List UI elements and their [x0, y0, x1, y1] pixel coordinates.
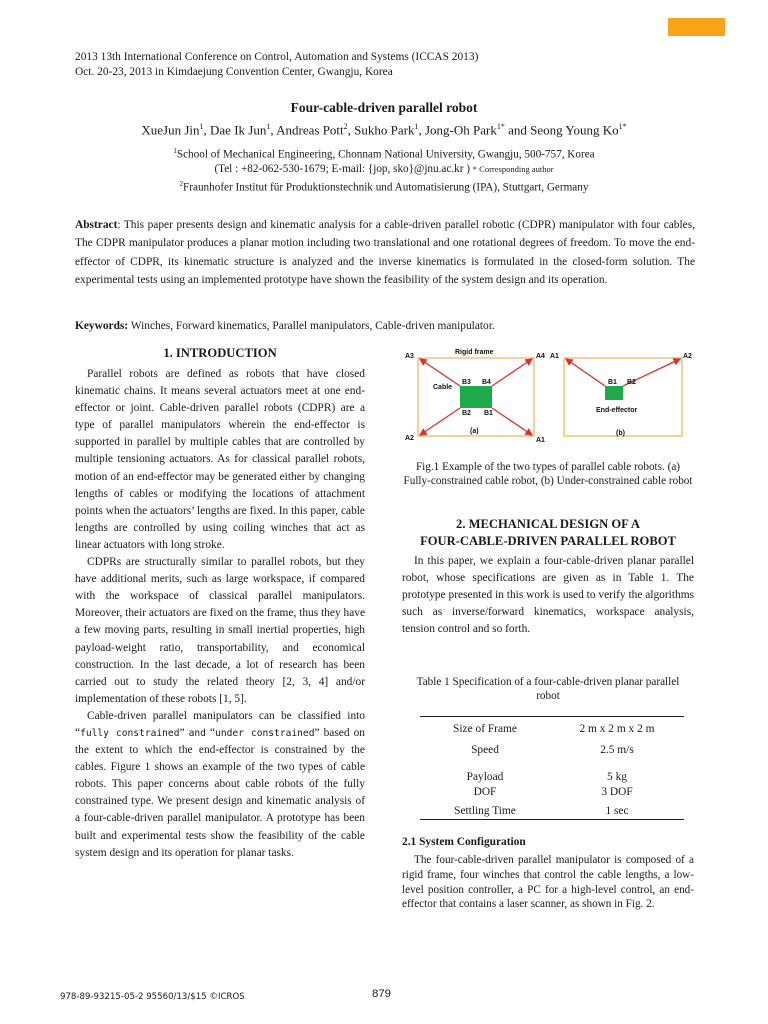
- author-list: XueJun Jin$^1$, Dae Ik Jun$^1$, Andreas Pott$^2$, Sukho Park$^1$, Jong-Oh Park$^{1*}$ and Seong Young $Ko^{1*}$: [141, 122, 627, 138]
- affiliation-2-text: Fraunhofer Institut für Produktionstechnik und Automatisierung (IPA), Stuttgart, Germany: [183, 181, 589, 194]
- cable-a3: [420, 359, 460, 386]
- author-sup: 2: [343, 122, 348, 131]
- cable-b1: [566, 359, 605, 386]
- table-row: [420, 737, 684, 762]
- intro-p3-text: ” based on the extent to which the end-effector is constrained by the cables. Figure 1 shows an example of the two types of cable robots. This paper concerns about cable robots of the fully constrained type. We present design and kinematic analysis of a four-cable-driven parallel manipulator. A prototype has been built and experimental tests show the feasibility of the cable system design and its operation for planar tasks.: [75, 726, 365, 859]
- table-1-bottom-rule: [420, 819, 684, 820]
- label-sub-b: (b): [616, 430, 625, 437]
- label-a-A3: A3: [405, 353, 414, 360]
- figure-1-caption: Fig.1 Example of the two types of parallel cable robots. (a) Fully-constrained cable robot, (b) Under-constrained cable robot: [403, 461, 693, 487]
- affiliation-sup: 2: [179, 179, 184, 188]
- table-1-rule: [420, 716, 684, 717]
- section-1-body: [75, 366, 365, 862]
- author-name: XueJun Jin: [141, 122, 200, 138]
- figure-1-diagram: [400, 344, 700, 446]
- label-a-A4: A4: [536, 353, 545, 360]
- table-row: [420, 783, 684, 800]
- section-2-body: [402, 553, 694, 638]
- cable-a4: [492, 359, 532, 386]
- author-name: Andreas Pott: [276, 122, 344, 138]
- authors-and: and: [508, 122, 527, 138]
- intro-p3-term: under constrained: [215, 727, 315, 739]
- affiliation-2: [0, 177, 768, 195]
- label-a-B4: B4: [482, 379, 491, 386]
- paper-title: Four-cable-driven parallel robot: [290, 100, 478, 115]
- table-cell-value: 2.5 m/s: [600, 743, 634, 756]
- author-name: Seong Young Ko: [530, 122, 619, 138]
- intro-p3-term: fully constrained: [80, 727, 180, 739]
- abstract-label: Abstract: [75, 219, 118, 231]
- section-1-heading: 1. INTRODUCTION: [163, 346, 277, 360]
- author-name: Dae Ik Jun: [210, 122, 267, 138]
- table-cell-label: DOF: [473, 785, 497, 798]
- abstract: [75, 216, 695, 290]
- label-b-B1: B1: [608, 379, 617, 386]
- intro-paragraph-2: CDPRs are structurally similar to parallel robots, but they have additional merits, such as large workspace, if compared with the workspace of classical parallel manipulators. Moreover, their actuators are fixed on the frame, thus they have a few moving parts, resulting in small inertial properties, high payload-weight ratio, transportability, and economical construction. In the last decade, a lot of research has been carried out to study the related theory [2, 3, 4] and/or implementation of these robots [1, 5].: [75, 556, 365, 705]
- section-2-1-body: The four-cable-driven parallel manipulator is composed of a rigid frame, four winches that control the cable lengths, a low-level position controller, a PC for a high-level control, an end-effector that contains a laser scanner, as shown in Fig. 2.: [402, 854, 694, 911]
- table-cell-label: Size of Frame: [453, 722, 517, 735]
- table-row: [420, 720, 684, 737]
- label-b-A1: A1: [550, 353, 559, 360]
- intro-p3-term: and: [188, 727, 206, 739]
- author-name: Sukho Park: [354, 122, 415, 138]
- author-sup: 1*: [496, 122, 505, 131]
- author-sup: 1: [199, 122, 204, 131]
- contact-line: [0, 162, 768, 177]
- affiliation-1: [0, 144, 768, 162]
- footer-isbn: 978-89-93215-05-2 95560/13/$15 ©ICROS: [60, 992, 245, 1002]
- intro-p3-text: Cable-driven parallel manipulators can be classified into “: [75, 709, 365, 739]
- corresponding-note: * Corresponding author: [472, 164, 554, 175]
- conference-header: [75, 50, 478, 80]
- intro-paragraph-3: [75, 708, 365, 862]
- header-accent-bar: [668, 18, 725, 36]
- section-2-heading: [402, 516, 694, 550]
- intro-p3-text: ”: [179, 726, 189, 739]
- abstract-text: : This paper presents design and kinematic analysis for a cable-driven parallel robotic (CDPR) manipulator with four cables, The CDPR manipulator produces a planar motion including two translational and one rotational degrees of freedom. To move the end-effector of CDPR, its kinematic structure is analyzed and the inverse kinematics is formulated in the closed-form solution. The experimental tests using an implemented prototype have shown the feasibility of the system design and its operation.: [75, 219, 695, 287]
- label-b-B2: B2: [627, 379, 636, 386]
- conference-line-2: Oct. 20-23, 2013 in Kimdaejung Convention Center, Gwangju, Korea: [75, 66, 393, 78]
- page-number: 879: [372, 988, 392, 1000]
- affiliations: [0, 144, 768, 195]
- section-2-1-heading: 2.1 System Configuration: [402, 836, 526, 848]
- label-a-B2: B2: [462, 410, 471, 417]
- author-sup: 1*: [618, 122, 627, 131]
- author-sup: 1: [266, 122, 271, 131]
- table-cell-label: Settling Time: [454, 804, 516, 817]
- author-name: Jong-Oh Park: [424, 122, 497, 138]
- author-sup: 1: [414, 122, 419, 131]
- table-row: [420, 762, 684, 783]
- label-a-A2: A2: [405, 435, 414, 442]
- table-cell-value: 1 sec: [605, 804, 629, 817]
- label-a-B1: B1: [484, 410, 493, 417]
- cable-a1: [492, 408, 532, 435]
- table-1: [420, 720, 684, 821]
- end-effector-b: [605, 386, 623, 400]
- end-effector-a: [460, 386, 492, 408]
- table-cell-label: Speed: [471, 743, 499, 756]
- table-cell-value: 3 DOF: [601, 785, 633, 798]
- keywords-text: Winches, Forward kinematics, Parallel manipulators, Cable-driven manipulator.: [128, 320, 495, 332]
- table-cell-value: 2 m x 2 m x 2 m: [579, 722, 655, 735]
- table-cell-value: 5 kg: [607, 771, 627, 783]
- label-cable: Cable: [433, 384, 453, 391]
- label-rigid-frame: Rigid frame: [455, 349, 494, 356]
- keywords-label: Keywords:: [75, 320, 129, 332]
- section-2-heading-line-2: FOUR-CABLE-DRIVEN PARALLEL ROBOT: [420, 534, 676, 548]
- affiliation-1-text: School of Mechanical Engineering, Chonnam National University, Gwangju, 500-757, Korea: [176, 148, 595, 161]
- table-cell-label: Payload: [466, 771, 504, 783]
- keywords: [75, 318, 695, 334]
- table-1-caption: Table 1 Specification of a four-cable-driven planar parallel robot: [416, 676, 680, 702]
- conference-line-1: 2013 13th International Conference on Control, Automation and Systems (ICCAS 2013): [75, 51, 479, 63]
- label-b-A2: A2: [683, 353, 692, 360]
- contact-text: (Tel : +82-062-530-1679; E-mail: {jop, sko}@jnu.ac.kr ): [214, 163, 470, 176]
- label-sub-a: (a): [470, 428, 479, 435]
- intro-paragraph-1: Parallel robots are defined as robots that have closed kinematic chains. It means several actuators meet at one end-effector or joint. Cable-driven parallel robots (CDPR) are a type of parallel manipulators wherein the end-effector is supported in parallel by multiple cables that are controlled by multiple tensioning actuators. As for classical parallel robots, motion of an end-effector may be generated either by changing lengths of cables or modifying the locations of attachment points when the actuators’ lengths are fixed. In this paper, cable lengths are controlled by using coiling winches that act as linear actuators with long stroke.: [75, 368, 365, 551]
- section-2-heading-line-1: 2. MECHANICAL DESIGN OF A: [456, 517, 640, 531]
- label-end-effector: End-effector: [596, 407, 638, 414]
- table-row: [420, 800, 684, 821]
- label-a-A1: A1: [536, 437, 545, 444]
- design-paragraph-1: In this paper, we explain a four-cable-driven planar parallel robot, whose specifications are given as in Table 1. The prototype presented in this work is used to verify the algorithms such as inverse/forward kinematics, workspace analysis, tension control and so forth.: [402, 555, 694, 636]
- label-a-B3: B3: [462, 379, 471, 386]
- intro-p3-text: “: [205, 726, 216, 739]
- cable-a2: [420, 408, 460, 435]
- affiliation-sup: 1: [173, 147, 177, 155]
